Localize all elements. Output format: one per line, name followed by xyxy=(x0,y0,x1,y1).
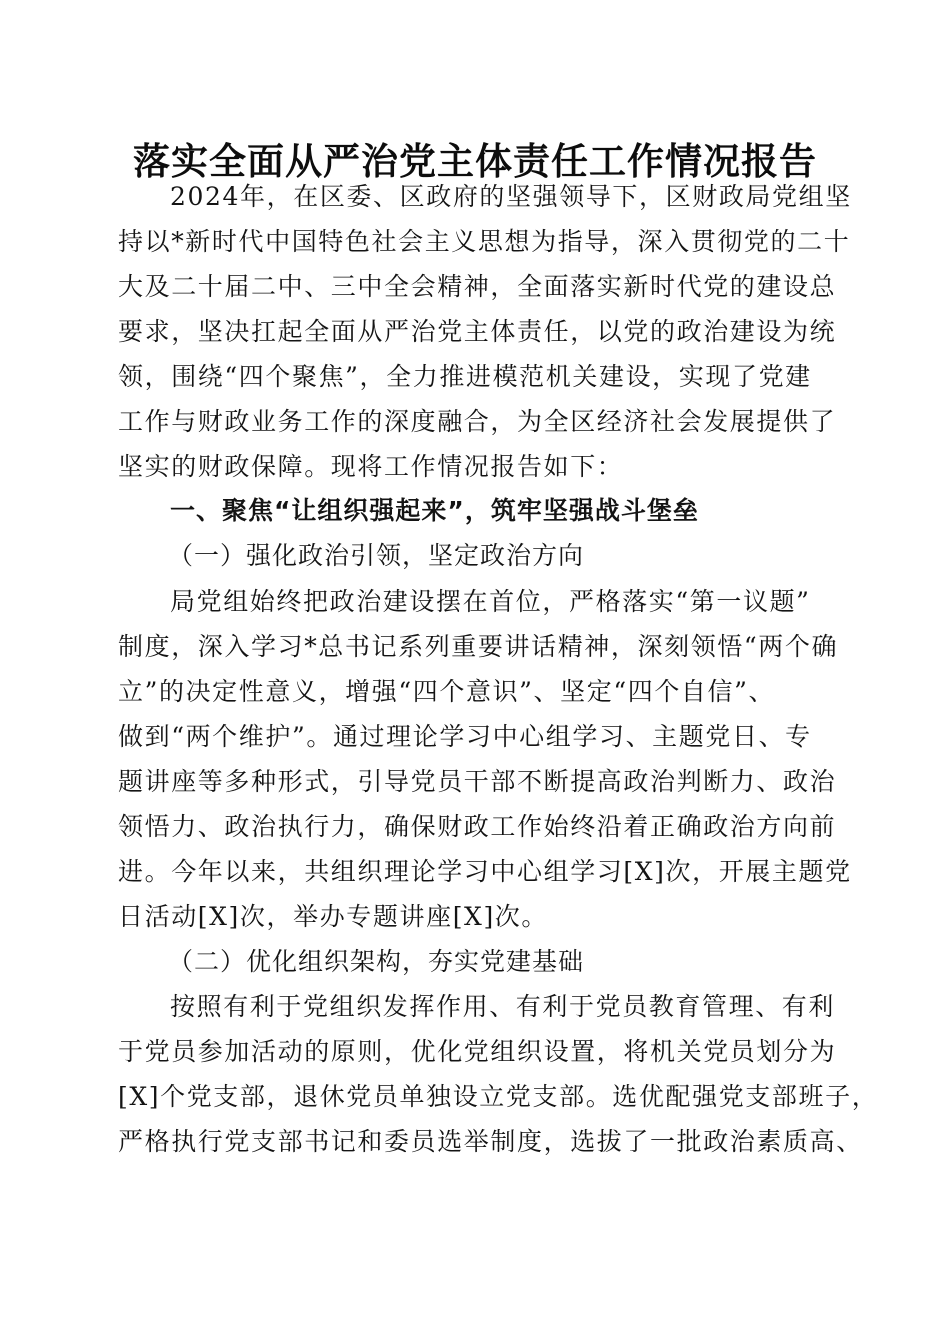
subsection-heading: （二）优化组织架构，夯实党建基础 xyxy=(168,947,585,976)
paragraph-line: 立”的决定性意义，增强“四个意识”、坚定“四个自信”、 xyxy=(118,677,776,706)
paragraph-line: 题讲座等多种形式，引导党员干部不断提高政治判断力、政治 xyxy=(118,767,837,796)
paragraph-line: 按照有利于党组织发挥作用、有利于党员教育管理、有利 xyxy=(170,992,836,1021)
paragraph-line: 坚实的财政保障。现将工作情况报告如下： xyxy=(118,452,624,481)
section-heading: 一、聚焦“让组织强起来”，筑牢坚强战斗堡垒 xyxy=(170,496,699,525)
paragraph-line: 2024年，在区委、区政府的坚强领导下，区财政局党组坚 xyxy=(170,182,852,211)
paragraph-line: 领，围绕“四个聚焦”，全力推进模范机关建设，实现了党建 xyxy=(118,362,812,391)
paragraph-line: 日活动[X]次，举办专题讲座[X]次。 xyxy=(118,902,549,931)
paragraph-line: 做到“两个维护”。通过理论学习中心组学习、主题党日、专 xyxy=(118,722,812,751)
paragraph-line: 领悟力、政治执行力，确保财政工作始终沿着正确政治方向前 xyxy=(118,812,837,841)
paragraph-line: 进。今年以来，共组织理论学习中心组学习[X]次，开展主题党 xyxy=(118,857,852,886)
subsection-heading: （一）强化政治引领，坚定政治方向 xyxy=(168,541,585,570)
paragraph-line: 于党员参加活动的原则，优化党组织设置，将机关党员划分为 xyxy=(118,1037,837,1066)
paragraph-line: 制度，深入学习*总书记系列重要讲话精神，深刻领悟“两个确 xyxy=(118,632,839,661)
paragraph-line: 局党组始终把政治建设摆在首位，严格落实“第一议题” xyxy=(170,587,811,616)
paragraph-line: 持以*新时代中国特色社会主义思想为指导，深入贯彻党的二十 xyxy=(118,227,851,256)
document-title: 落实全面从严治党主体责任工作情况报告 xyxy=(133,139,817,183)
paragraph-line: 要求，坚决扛起全面从严治党主体责任，以党的政治建设为统 xyxy=(118,317,837,346)
paragraph-line: 大及二十届二中、三中全会精神，全面落实新时代党的建设总 xyxy=(118,272,837,301)
paragraph-line: 工作与财政业务工作的深度融合，为全区经济社会发展提供了 xyxy=(118,407,837,436)
paragraph-line: [X]个党支部，退休党员单独设立党支部。选优配强党支部班子， xyxy=(118,1082,879,1111)
paragraph-line: 严格执行党支部书记和委员选举制度，选拔了一批政治素质高、 xyxy=(118,1127,863,1156)
